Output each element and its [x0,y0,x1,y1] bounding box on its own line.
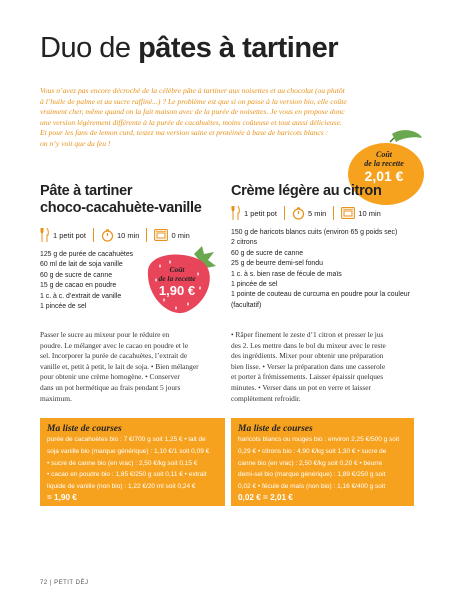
recipe1-cost: Coût de la recette 1,90 € [158,265,196,298]
meta-divider [284,206,285,220]
intro-paragraph: Vous n’avez pas encore décroché de la célèbre pâte à tartiner aux noisettes et au chocolat (ou plutôt à l’huile de palme et au sucre raffiné...) ? Le problème est que si on passe à la version bio, elle coûte vraiment cher, même quand on la fait maison avec de la purée de noisettes. Je vous en propose donc une version légèrement différente à la purée de cacahuètes, moins coûteuse et tout aussi délicieuse. Et pour les fans de lemon curd, testez ma version saine et protéinée à base de haricots blancs : on n’y voit que du feu ! [40,86,347,148]
meta-divider [333,206,334,220]
page-title: Duo de pâtes à tartiner [40,32,338,64]
recipe2-title: Crème légère au citron [231,183,382,199]
recipe1-shopping-box: Ma liste de courses purée de cacahuètes bio : 7 €/700 g soit 1,25 € • lait de soja vanille bio (marque générique) : 1,10 €/1 soit 0,09 € • sucre de canne bio (en vrac) : 2,50 €/kg soit 0,15 € • cacao en poudre bio : 1,85 €/250 g soit 0,11 € • extrait liquide de vanille (non bio) : 1,22 €/20 ml soit 0,24 € = 1,90 € [40,418,225,506]
page-footer: 72 | PETIT DÉJ [40,580,89,586]
cutlery-icon [231,206,241,220]
recipe2-shopping-box: Ma liste de courses haricots blancs ou rouges bio : environ 2,25 €/500 g soit 0,29 € • citrons bio : 4,90 €/kg soit 1,30 € • sucre de canne bio (en vrac) : 2,50 €/kg soit 0,20 € • beurre demi-sel bio (marque générique) : 1,89 €/250 g soit 0,02 € • fécule de maïs (non bio) : 1,16 €/400 g soit 0,02 € = 2,01 € [231,418,414,506]
recipe2-steps: • Râper finement le zeste d’1 citron et presser le jus des 2. Les mettre dans le bol du mixeur avec le reste des ingrédients. Mixer pour obtenir une préparation bien lisse. • Verser la préparation dans une casserole et porter à frémissements. Laisser épaissir quelques minutes. • Verser dans un pot en verre et laisser complètement refroidir. [231,330,386,403]
recipe2-cost: Coût de la recette 2,01 € [364,150,404,184]
oven-icon [341,207,355,219]
recipe1-title: Pâte à tartiner choco-cacahuète-vanille [40,183,202,216]
timer-icon [101,229,114,242]
meta-divider [93,228,94,242]
recipe1-steps: Passer le sucre au mixeur pour le réduire en poudre. Le mélanger avec le cacao en poudre et le sel. Incorporer la purée de cacahuètes, l’extrait de vanille et, petit à petit, le lait de soja. • Bien mélanger pour obtenir une crème homogène. • Conserver dans un pot hermétique au frais pendant 5 jours maximum. [40,330,199,403]
recipe1-meta: 1 petit pot 10 min 0 min [40,228,190,242]
recipe2-meta: 1 petit pot 5 min 10 min [231,206,381,220]
timer-icon [292,207,305,220]
recipe2-ingredients: 150 g de haricots blancs cuits (environ 65 g poids sec) 2 citrons 60 g de sucre de canne 25 g de beurre demi-sel fondu 1 c. à s. bien rase de fécule de maïs 1 pincée de sel 1 pointe de couteau de curcuma en poudre pour la couleur (facultatif) [231,229,410,309]
strawberry-cost-badge [140,240,220,320]
recipe1-ingredients: 125 g de purée de cacahuètes 60 ml de lait de soja vanille 60 g de sucre de canne 15 g de cacao en poudre 1 c. à c. d’extrait de vanille 1 pincée de sel [40,251,134,311]
cutlery-icon [40,228,50,242]
